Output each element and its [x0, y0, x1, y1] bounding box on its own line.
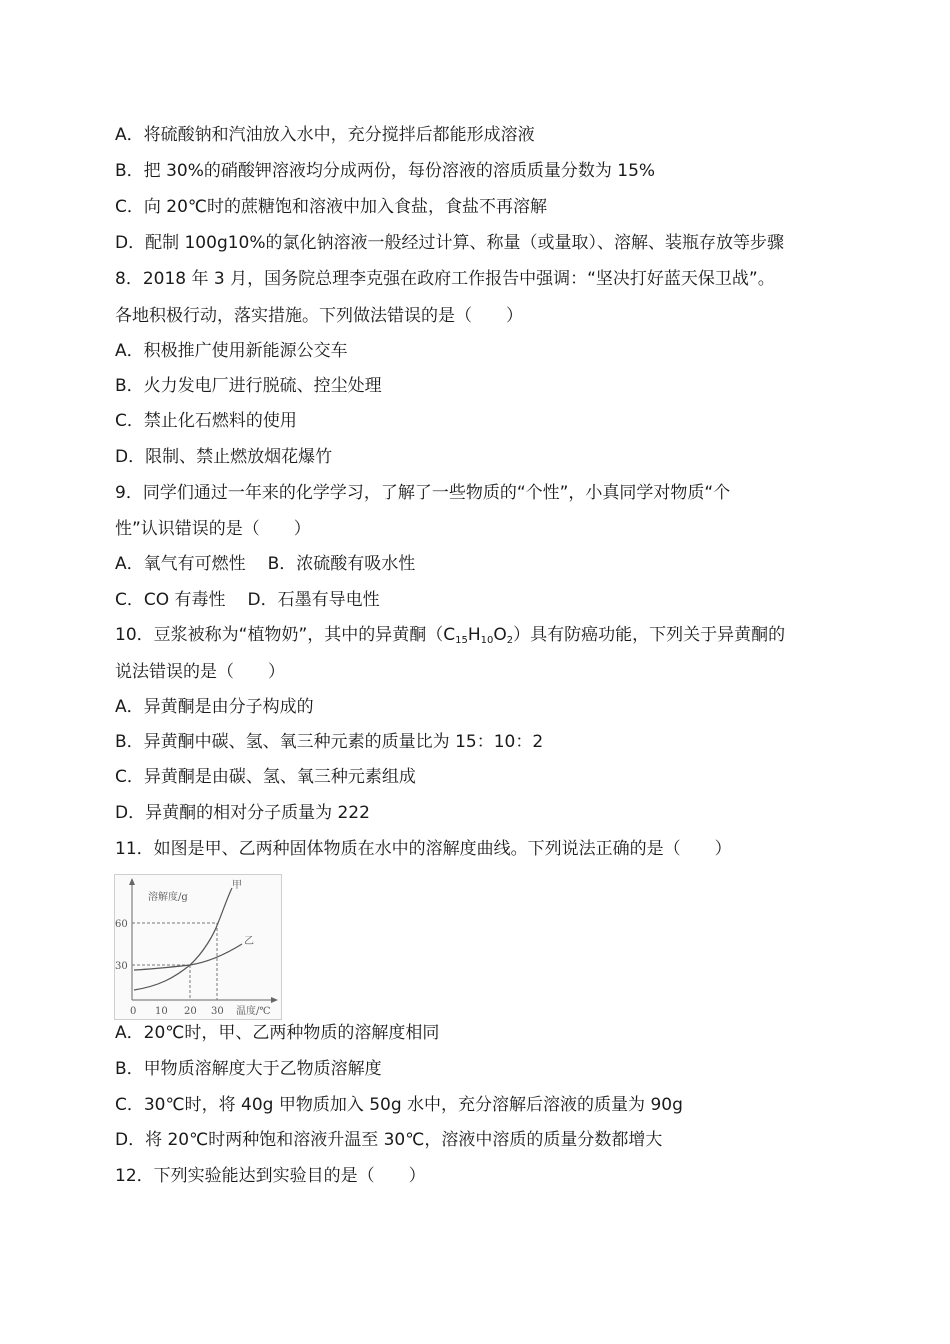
q12-stem: 12．下列实验能达到实验目的是（ ） — [115, 1166, 426, 1186]
x-tick-30: 30 — [211, 1006, 224, 1017]
q8-stem-line2: 各地积极行动，落实措施。下列做法错误的是（ ） — [115, 306, 523, 326]
figure-frame — [115, 875, 282, 1020]
q10-stem-pre: 10．豆浆被称为“植物奶”，其中的异黄酮（ — [115, 625, 444, 645]
formula-oxygen: O — [493, 625, 507, 645]
q9-options-ab — [115, 553, 415, 575]
q10-stem-line1 — [115, 624, 785, 646]
q9-option-d: D．石墨有导电性 — [247, 590, 380, 610]
q11-option-b: B．甲物质溶解度大于乙物质溶解度 — [115, 1059, 382, 1079]
solubility-curve-svg — [114, 874, 282, 1020]
q8-option-a: A．积极推广使用新能源公交车 — [115, 341, 348, 361]
formula-hydrogen-count: 10 — [480, 635, 494, 646]
q9-options-cd — [115, 589, 380, 611]
q10-stem-post: ）具有防癌功能，下列关于异黄酮的 — [513, 625, 786, 645]
formula-hydrogen: H — [467, 625, 481, 645]
q10-option-d: D．异黄酮的相对分子质量为 222 — [115, 803, 370, 823]
q11-stem: 11．如图是甲、乙两种固体物质在水中的溶解度曲线。下列说法正确的是（ ） — [115, 839, 732, 859]
x-axis-label: 温度/℃ — [236, 1006, 271, 1017]
q11-option-c: C．30℃时，将 40g 甲物质加入 50g 水中，充分溶解后溶液的质量为 90g — [115, 1095, 683, 1115]
curve-yi-label: 乙 — [244, 936, 254, 947]
formula-carbon-count: 15 — [455, 635, 468, 646]
q9-option-c: C．CO 有毒性 — [115, 590, 226, 610]
q8-option-d: D．限制、禁止燃放烟花爆竹 — [115, 447, 333, 467]
q10-option-a: A．异黄酮是由分子构成的 — [115, 697, 314, 717]
q8-option-c: C．禁止化石燃料的使用 — [115, 411, 297, 431]
q9-stem-line1: 9．同学们通过一年来的化学学习，了解了一些物质的“个性”，小真同学对物质“个 — [115, 483, 731, 503]
x-tick-10: 10 — [155, 1006, 168, 1017]
curve-jia-label: 甲 — [232, 880, 242, 891]
formula-oxygen-count: 2 — [506, 635, 514, 646]
q10-option-b: B．异黄酮中碳、氢、氧三种元素的质量比为 15：10：2 — [115, 732, 544, 752]
q8-option-b: B．火力发电厂进行脱硫、控尘处理 — [115, 376, 382, 396]
q7-option-c: C．向 20℃时的蔗糖饱和溶液中加入食盐，食盐不再溶解 — [115, 197, 547, 217]
q9-stem-line2: 性”认识错误的是（ ） — [115, 519, 311, 539]
q11-option-a: A．20℃时，甲、乙两种物质的溶解度相同 — [115, 1023, 440, 1043]
q8-stem-line1: 8．2018 年 3 月，国务院总理李克强在政府工作报告中强调：“坚决打好蓝天保卫战”。 — [115, 269, 775, 289]
q10-option-c: C．异黄酮是由碳、氢、氧三种元素组成 — [115, 767, 416, 787]
q7-option-a: A．将硫酸钠和汽油放入水中，充分搅拌后都能形成溶液 — [115, 125, 535, 145]
y-tick-60: 60 — [115, 919, 128, 930]
q10-stem-line2: 说法错误的是（ ） — [115, 662, 285, 682]
chemical-formula — [443, 625, 513, 645]
x-tick-0: 0 — [130, 1006, 137, 1017]
y-tick-30: 30 — [115, 961, 128, 972]
q11-option-d: D．将 20℃时两种饱和溶液升温至 30℃，溶液中溶质的质量分数都增大 — [115, 1130, 663, 1150]
q9-option-a: A．氧气有可燃性 — [115, 554, 246, 574]
solubility-curve-figure — [114, 874, 282, 1020]
formula-carbon: C — [443, 625, 456, 645]
q9-option-b: B．浓硫酸有吸水性 — [267, 554, 416, 574]
q7-option-b: B．把 30%的硝酸钾溶液均分成两份，每份溶液的溶质质量分数为 15% — [115, 161, 656, 181]
y-axis-label: 溶解度/g — [148, 892, 188, 903]
q7-option-d: D．配制 100g10%的氯化钠溶液一般经过计算、称量（或量取）、溶解、装瓶存放等步骤 — [115, 233, 785, 253]
x-tick-20: 20 — [184, 1006, 197, 1017]
